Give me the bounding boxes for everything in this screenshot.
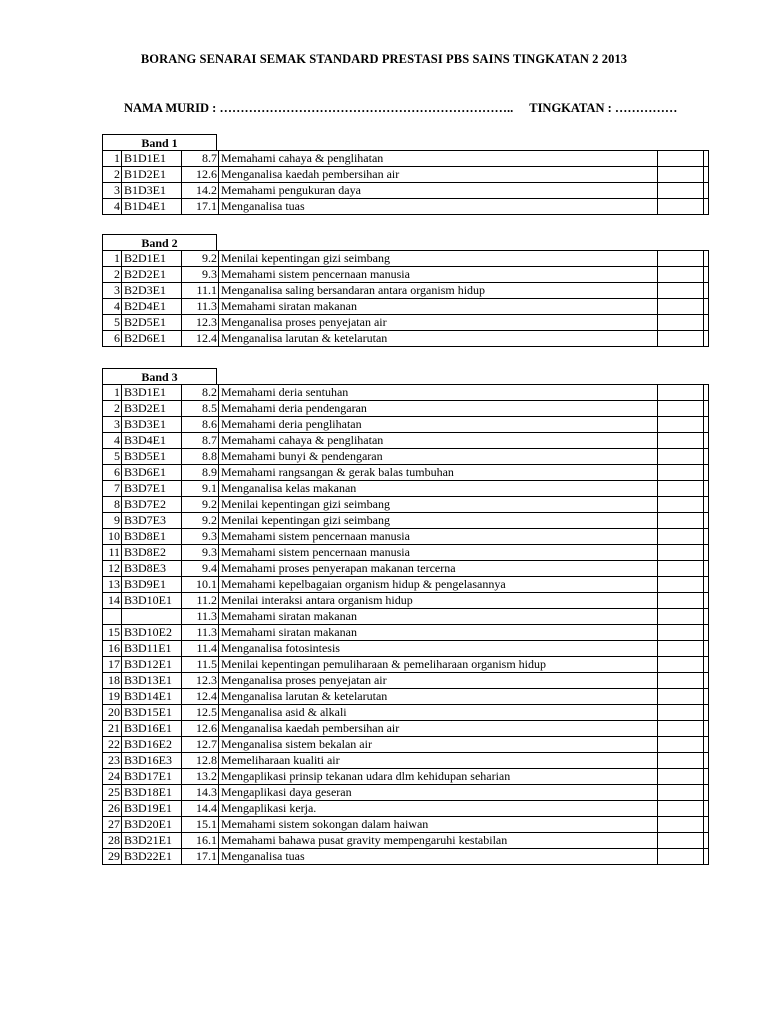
standard-description: Memahami siratan makanan <box>219 299 658 315</box>
check-cell-1[interactable] <box>658 561 704 577</box>
row-number: 2 <box>103 167 122 183</box>
row-number: 19 <box>103 689 122 705</box>
check-cell-1[interactable] <box>658 449 704 465</box>
topic-reference: 11.2 <box>182 593 219 609</box>
topic-reference: 8.8 <box>182 449 219 465</box>
table-row <box>103 417 709 433</box>
row-number: 10 <box>103 529 122 545</box>
check-cell-2[interactable] <box>704 593 709 609</box>
standard-description: Menganalisa fotosintesis <box>219 641 658 657</box>
standard-code: B3D14E1 <box>122 689 182 705</box>
topic-reference: 12.4 <box>182 331 219 347</box>
standard-description: Memahami rangsangan & gerak balas tumbuhan <box>219 465 658 481</box>
check-cell-1[interactable] <box>658 625 704 641</box>
check-cell-1[interactable] <box>658 251 704 267</box>
standard-description: Memeliharaan kualiti air <box>219 753 658 769</box>
standard-code: B3D7E3 <box>122 513 182 529</box>
table-row <box>103 449 709 465</box>
band-3-section <box>102 368 709 865</box>
row-number: 1 <box>103 251 122 267</box>
table-row <box>103 283 709 299</box>
check-cell-1[interactable] <box>658 817 704 833</box>
row-number: 20 <box>103 705 122 721</box>
row-number: 29 <box>103 849 122 865</box>
table-row <box>103 315 709 331</box>
standard-code: B3D12E1 <box>122 657 182 673</box>
checklist-table <box>102 384 709 865</box>
check-cell-2[interactable] <box>704 753 709 769</box>
row-number <box>103 609 122 625</box>
standard-description: Memahami deria sentuhan <box>219 385 658 401</box>
check-cell-2[interactable] <box>704 705 709 721</box>
check-cell-2[interactable] <box>704 785 709 801</box>
standard-description: Menilai interaksi antara organism hidup <box>219 593 658 609</box>
check-cell-2[interactable] <box>704 849 709 865</box>
standard-code: B3D22E1 <box>122 849 182 865</box>
band-header: Band 1 <box>102 134 217 150</box>
check-cell-1[interactable] <box>658 577 704 593</box>
check-cell-2[interactable] <box>704 331 709 347</box>
check-cell-2[interactable] <box>704 283 709 299</box>
table-row <box>103 331 709 347</box>
topic-reference: 11.5 <box>182 657 219 673</box>
topic-reference: 17.1 <box>182 199 219 215</box>
standard-description: Menganalisa tuas <box>219 199 658 215</box>
standard-code: B2D4E1 <box>122 299 182 315</box>
standard-description: Memahami deria penglihatan <box>219 417 658 433</box>
table-row <box>103 737 709 753</box>
row-number: 6 <box>103 331 122 347</box>
table-row <box>103 641 709 657</box>
check-cell-1[interactable] <box>658 641 704 657</box>
standard-code: B3D8E2 <box>122 545 182 561</box>
topic-reference: 13.2 <box>182 769 219 785</box>
topic-reference: 12.3 <box>182 315 219 331</box>
standard-description: Menganalisa saling bersandaran antara organism hidup <box>219 283 658 299</box>
standard-code: B2D1E1 <box>122 251 182 267</box>
check-cell-2[interactable] <box>704 481 709 497</box>
table-row <box>103 561 709 577</box>
standard-code: B3D11E1 <box>122 641 182 657</box>
row-number: 25 <box>103 785 122 801</box>
standard-code: B3D6E1 <box>122 465 182 481</box>
check-cell-2[interactable] <box>704 657 709 673</box>
standard-code: B3D7E1 <box>122 481 182 497</box>
check-cell-1[interactable] <box>658 299 704 315</box>
standard-code: B3D10E2 <box>122 625 182 641</box>
check-cell-2[interactable] <box>704 641 709 657</box>
topic-reference: 10.1 <box>182 577 219 593</box>
table-row <box>103 481 709 497</box>
standard-description: Menilai kepentingan pemuliharaan & pemeliharaan organism hidup <box>219 657 658 673</box>
standard-code: B3D8E3 <box>122 561 182 577</box>
check-cell-1[interactable] <box>658 705 704 721</box>
table-row <box>103 593 709 609</box>
check-cell-1[interactable] <box>658 331 704 347</box>
band-header: Band 3 <box>102 368 217 384</box>
standard-description: Memahami sistem pencernaan manusia <box>219 529 658 545</box>
check-cell-2[interactable] <box>704 545 709 561</box>
standard-description: Menilai kepentingan gizi seimbang <box>219 251 658 267</box>
row-number: 5 <box>103 315 122 331</box>
check-cell-1[interactable] <box>658 497 704 513</box>
topic-reference: 11.4 <box>182 641 219 657</box>
check-cell-2[interactable] <box>704 721 709 737</box>
table-row <box>103 625 709 641</box>
table-row <box>103 833 709 849</box>
standard-description: Memahami siratan makanan <box>219 609 658 625</box>
topic-reference: 12.8 <box>182 753 219 769</box>
check-cell-1[interactable] <box>658 199 704 215</box>
table-row <box>103 167 709 183</box>
table-row <box>103 529 709 545</box>
topic-reference: 9.4 <box>182 561 219 577</box>
standard-description: Memahami bahawa pusat gravity mempengaruhi kestabilan <box>219 833 658 849</box>
table-row <box>103 801 709 817</box>
standard-code: B3D15E1 <box>122 705 182 721</box>
row-number: 17 <box>103 657 122 673</box>
check-cell-1[interactable] <box>658 465 704 481</box>
row-number: 3 <box>103 417 122 433</box>
check-cell-2[interactable] <box>704 385 709 401</box>
standard-description: Memahami pengukuran daya <box>219 183 658 199</box>
topic-reference: 16.1 <box>182 833 219 849</box>
standard-code: B3D13E1 <box>122 673 182 689</box>
table-row <box>103 577 709 593</box>
standard-description: Menganalisa larutan & ketelarutan <box>219 689 658 705</box>
table-row <box>103 817 709 833</box>
table-row <box>103 785 709 801</box>
row-number: 8 <box>103 497 122 513</box>
check-cell-2[interactable] <box>704 561 709 577</box>
standard-description: Memahami sistem pencernaan manusia <box>219 267 658 283</box>
standard-description: Mengaplikasi kerja. <box>219 801 658 817</box>
standard-description: Menganalisa tuas <box>219 849 658 865</box>
standard-code: B3D19E1 <box>122 801 182 817</box>
row-number: 18 <box>103 673 122 689</box>
topic-reference: 12.4 <box>182 689 219 705</box>
table-row <box>103 609 709 625</box>
check-cell-2[interactable] <box>704 609 709 625</box>
row-number: 24 <box>103 769 122 785</box>
table-row <box>103 433 709 449</box>
check-cell-2[interactable] <box>704 167 709 183</box>
check-cell-1[interactable] <box>658 673 704 689</box>
standard-description: Mengaplikasi prinsip tekanan udara dlm kehidupan seharian <box>219 769 658 785</box>
table-row <box>103 151 709 167</box>
row-number: 15 <box>103 625 122 641</box>
check-cell-2[interactable] <box>704 625 709 641</box>
standard-description: Memahami siratan makanan <box>219 625 658 641</box>
check-cell-1[interactable] <box>658 481 704 497</box>
topic-reference: 9.2 <box>182 251 219 267</box>
check-cell-2[interactable] <box>704 465 709 481</box>
table-row <box>103 465 709 481</box>
standard-code: B3D4E1 <box>122 433 182 449</box>
check-cell-1[interactable] <box>658 545 704 561</box>
topic-reference: 12.3 <box>182 673 219 689</box>
check-cell-1[interactable] <box>658 401 704 417</box>
standard-description: Menganalisa sistem bekalan air <box>219 737 658 753</box>
check-cell-2[interactable] <box>704 183 709 199</box>
document-title: BORANG SENARAI SEMAK STANDARD PRESTASI PBS SAINS TINGKATAN 2 2013 <box>140 52 628 66</box>
row-number: 22 <box>103 737 122 753</box>
row-number: 4 <box>103 299 122 315</box>
checklist-table <box>102 150 709 215</box>
topic-reference: 9.2 <box>182 497 219 513</box>
check-cell-2[interactable] <box>704 529 709 545</box>
check-cell-1[interactable] <box>658 529 704 545</box>
band-2-section <box>102 234 709 347</box>
table-row <box>103 251 709 267</box>
check-cell-1[interactable] <box>658 753 704 769</box>
row-number: 12 <box>103 561 122 577</box>
standard-code <box>122 609 182 625</box>
standard-code: B3D1E1 <box>122 385 182 401</box>
check-cell-1[interactable] <box>658 849 704 865</box>
standard-code: B3D16E1 <box>122 721 182 737</box>
topic-reference: 8.9 <box>182 465 219 481</box>
standard-code: B2D5E1 <box>122 315 182 331</box>
band-header: Band 2 <box>102 234 217 250</box>
check-cell-1[interactable] <box>658 385 704 401</box>
row-number: 11 <box>103 545 122 561</box>
standard-description: Memahami sistem pencernaan manusia <box>219 545 658 561</box>
standard-description: Menganalisa proses penyejatan air <box>219 673 658 689</box>
standard-description: Mengaplikasi daya geseran <box>219 785 658 801</box>
table-row <box>103 183 709 199</box>
check-cell-2[interactable] <box>704 449 709 465</box>
band-1-section <box>102 134 709 215</box>
row-number: 1 <box>103 385 122 401</box>
topic-reference: 12.6 <box>182 721 219 737</box>
standard-code: B2D6E1 <box>122 331 182 347</box>
row-number: 21 <box>103 721 122 737</box>
topic-reference: 14.4 <box>182 801 219 817</box>
check-cell-2[interactable] <box>704 417 709 433</box>
check-cell-1[interactable] <box>658 657 704 673</box>
check-cell-1[interactable] <box>658 737 704 753</box>
row-number: 9 <box>103 513 122 529</box>
standard-code: B3D17E1 <box>122 769 182 785</box>
table-row <box>103 401 709 417</box>
check-cell-2[interactable] <box>704 673 709 689</box>
topic-reference: 17.1 <box>182 849 219 865</box>
standard-description: Memahami cahaya & penglihatan <box>219 151 658 167</box>
standard-code: B1D3E1 <box>122 183 182 199</box>
check-cell-1[interactable] <box>658 721 704 737</box>
standard-code: B3D2E1 <box>122 401 182 417</box>
topic-reference: 8.7 <box>182 151 219 167</box>
table-row <box>103 705 709 721</box>
table-row <box>103 299 709 315</box>
check-cell-2[interactable] <box>704 737 709 753</box>
standard-code: B3D16E2 <box>122 737 182 753</box>
table-row <box>103 753 709 769</box>
table-row <box>103 267 709 283</box>
check-cell-1[interactable] <box>658 183 704 199</box>
standard-description: Menganalisa asid & alkali <box>219 705 658 721</box>
standard-code: B2D3E1 <box>122 283 182 299</box>
topic-reference: 11.3 <box>182 299 219 315</box>
check-cell-2[interactable] <box>704 689 709 705</box>
table-row <box>103 657 709 673</box>
check-cell-2[interactable] <box>704 401 709 417</box>
check-cell-2[interactable] <box>704 315 709 331</box>
check-cell-2[interactable] <box>704 513 709 529</box>
check-cell-1[interactable] <box>658 267 704 283</box>
check-cell-2[interactable] <box>704 433 709 449</box>
check-cell-2[interactable] <box>704 267 709 283</box>
table-row <box>103 769 709 785</box>
check-cell-1[interactable] <box>658 801 704 817</box>
standard-code: B1D4E1 <box>122 199 182 215</box>
check-cell-2[interactable] <box>704 299 709 315</box>
topic-reference: 11.3 <box>182 609 219 625</box>
table-row <box>103 497 709 513</box>
standard-code: B3D7E2 <box>122 497 182 513</box>
standard-description: Menganalisa larutan & ketelarutan <box>219 331 658 347</box>
topic-reference: 12.7 <box>182 737 219 753</box>
row-number: 13 <box>103 577 122 593</box>
nama-murid-field[interactable]: NAMA MURID : …………………………………………………………….. <box>124 101 514 115</box>
row-number: 4 <box>103 433 122 449</box>
check-cell-2[interactable] <box>704 801 709 817</box>
table-row <box>103 673 709 689</box>
row-number: 23 <box>103 753 122 769</box>
check-cell-2[interactable] <box>704 577 709 593</box>
check-cell-1[interactable] <box>658 283 704 299</box>
row-number: 26 <box>103 801 122 817</box>
standard-description: Memahami proses penyerapan makanan tercerna <box>219 561 658 577</box>
row-number: 1 <box>103 151 122 167</box>
standard-description: Memahami cahaya & penglihatan <box>219 433 658 449</box>
check-cell-2[interactable] <box>704 817 709 833</box>
table-row <box>103 545 709 561</box>
check-cell-2[interactable] <box>704 833 709 849</box>
topic-reference: 8.7 <box>182 433 219 449</box>
row-number: 2 <box>103 267 122 283</box>
check-cell-1[interactable] <box>658 833 704 849</box>
standard-code: B3D20E1 <box>122 817 182 833</box>
table-row <box>103 721 709 737</box>
topic-reference: 12.6 <box>182 167 219 183</box>
standard-description: Menganalisa proses penyejatan air <box>219 315 658 331</box>
check-cell-1[interactable] <box>658 769 704 785</box>
check-cell-1[interactable] <box>658 609 704 625</box>
topic-reference: 11.1 <box>182 283 219 299</box>
standard-code: B3D16E3 <box>122 753 182 769</box>
table-row <box>103 199 709 215</box>
check-cell-1[interactable] <box>658 315 704 331</box>
standard-description: Menilai kepentingan gizi seimbang <box>219 497 658 513</box>
row-number: 2 <box>103 401 122 417</box>
topic-reference: 9.3 <box>182 529 219 545</box>
check-cell-1[interactable] <box>658 689 704 705</box>
checklist-table <box>102 250 709 347</box>
row-number: 7 <box>103 481 122 497</box>
topic-reference: 9.3 <box>182 267 219 283</box>
standard-description: Menganalisa kaedah pembersihan air <box>219 721 658 737</box>
check-cell-1[interactable] <box>658 513 704 529</box>
table-row <box>103 513 709 529</box>
check-cell-1[interactable] <box>658 151 704 167</box>
student-info-line <box>124 101 677 116</box>
standard-code: B3D8E1 <box>122 529 182 545</box>
standard-description: Memahami bunyi & pendengaran <box>219 449 658 465</box>
standard-code: B3D3E1 <box>122 417 182 433</box>
row-number: 28 <box>103 833 122 849</box>
standard-code: B3D18E1 <box>122 785 182 801</box>
topic-reference: 12.5 <box>182 705 219 721</box>
standard-description: Memahami deria pendengaran <box>219 401 658 417</box>
table-row <box>103 385 709 401</box>
standard-code: B3D9E1 <box>122 577 182 593</box>
check-cell-2[interactable] <box>704 251 709 267</box>
check-cell-1[interactable] <box>658 417 704 433</box>
topic-reference: 8.6 <box>182 417 219 433</box>
standard-code: B1D1E1 <box>122 151 182 167</box>
topic-reference: 8.5 <box>182 401 219 417</box>
topic-reference: 9.1 <box>182 481 219 497</box>
topic-reference: 14.3 <box>182 785 219 801</box>
check-cell-1[interactable] <box>658 785 704 801</box>
standard-code: B3D21E1 <box>122 833 182 849</box>
standard-code: B2D2E1 <box>122 267 182 283</box>
row-number: 14 <box>103 593 122 609</box>
row-number: 27 <box>103 817 122 833</box>
row-number: 16 <box>103 641 122 657</box>
table-row <box>103 849 709 865</box>
standard-code: B3D5E1 <box>122 449 182 465</box>
standard-description: Memahami sistem sokongan dalam haiwan <box>219 817 658 833</box>
standard-code: B1D2E1 <box>122 167 182 183</box>
topic-reference: 8.2 <box>182 385 219 401</box>
row-number: 4 <box>103 199 122 215</box>
row-number: 3 <box>103 183 122 199</box>
row-number: 5 <box>103 449 122 465</box>
check-cell-2[interactable] <box>704 151 709 167</box>
tingkatan-field[interactable]: TINGKATAN : …………… <box>529 101 678 115</box>
topic-reference: 11.3 <box>182 625 219 641</box>
topic-reference: 15.1 <box>182 817 219 833</box>
topic-reference: 9.2 <box>182 513 219 529</box>
standard-description: Menilai kepentingan gizi seimbang <box>219 513 658 529</box>
table-row <box>103 689 709 705</box>
check-cell-2[interactable] <box>704 497 709 513</box>
check-cell-2[interactable] <box>704 769 709 785</box>
check-cell-2[interactable] <box>704 199 709 215</box>
topic-reference: 9.3 <box>182 545 219 561</box>
check-cell-1[interactable] <box>658 167 704 183</box>
check-cell-1[interactable] <box>658 433 704 449</box>
standard-description: Menganalisa kaedah pembersihan air <box>219 167 658 183</box>
standard-description: Menganalisa kelas makanan <box>219 481 658 497</box>
standard-code: B3D10E1 <box>122 593 182 609</box>
row-number: 6 <box>103 465 122 481</box>
check-cell-1[interactable] <box>658 593 704 609</box>
row-number: 3 <box>103 283 122 299</box>
topic-reference: 14.2 <box>182 183 219 199</box>
standard-description: Memahami kepelbagaian organism hidup & pengelasannya <box>219 577 658 593</box>
